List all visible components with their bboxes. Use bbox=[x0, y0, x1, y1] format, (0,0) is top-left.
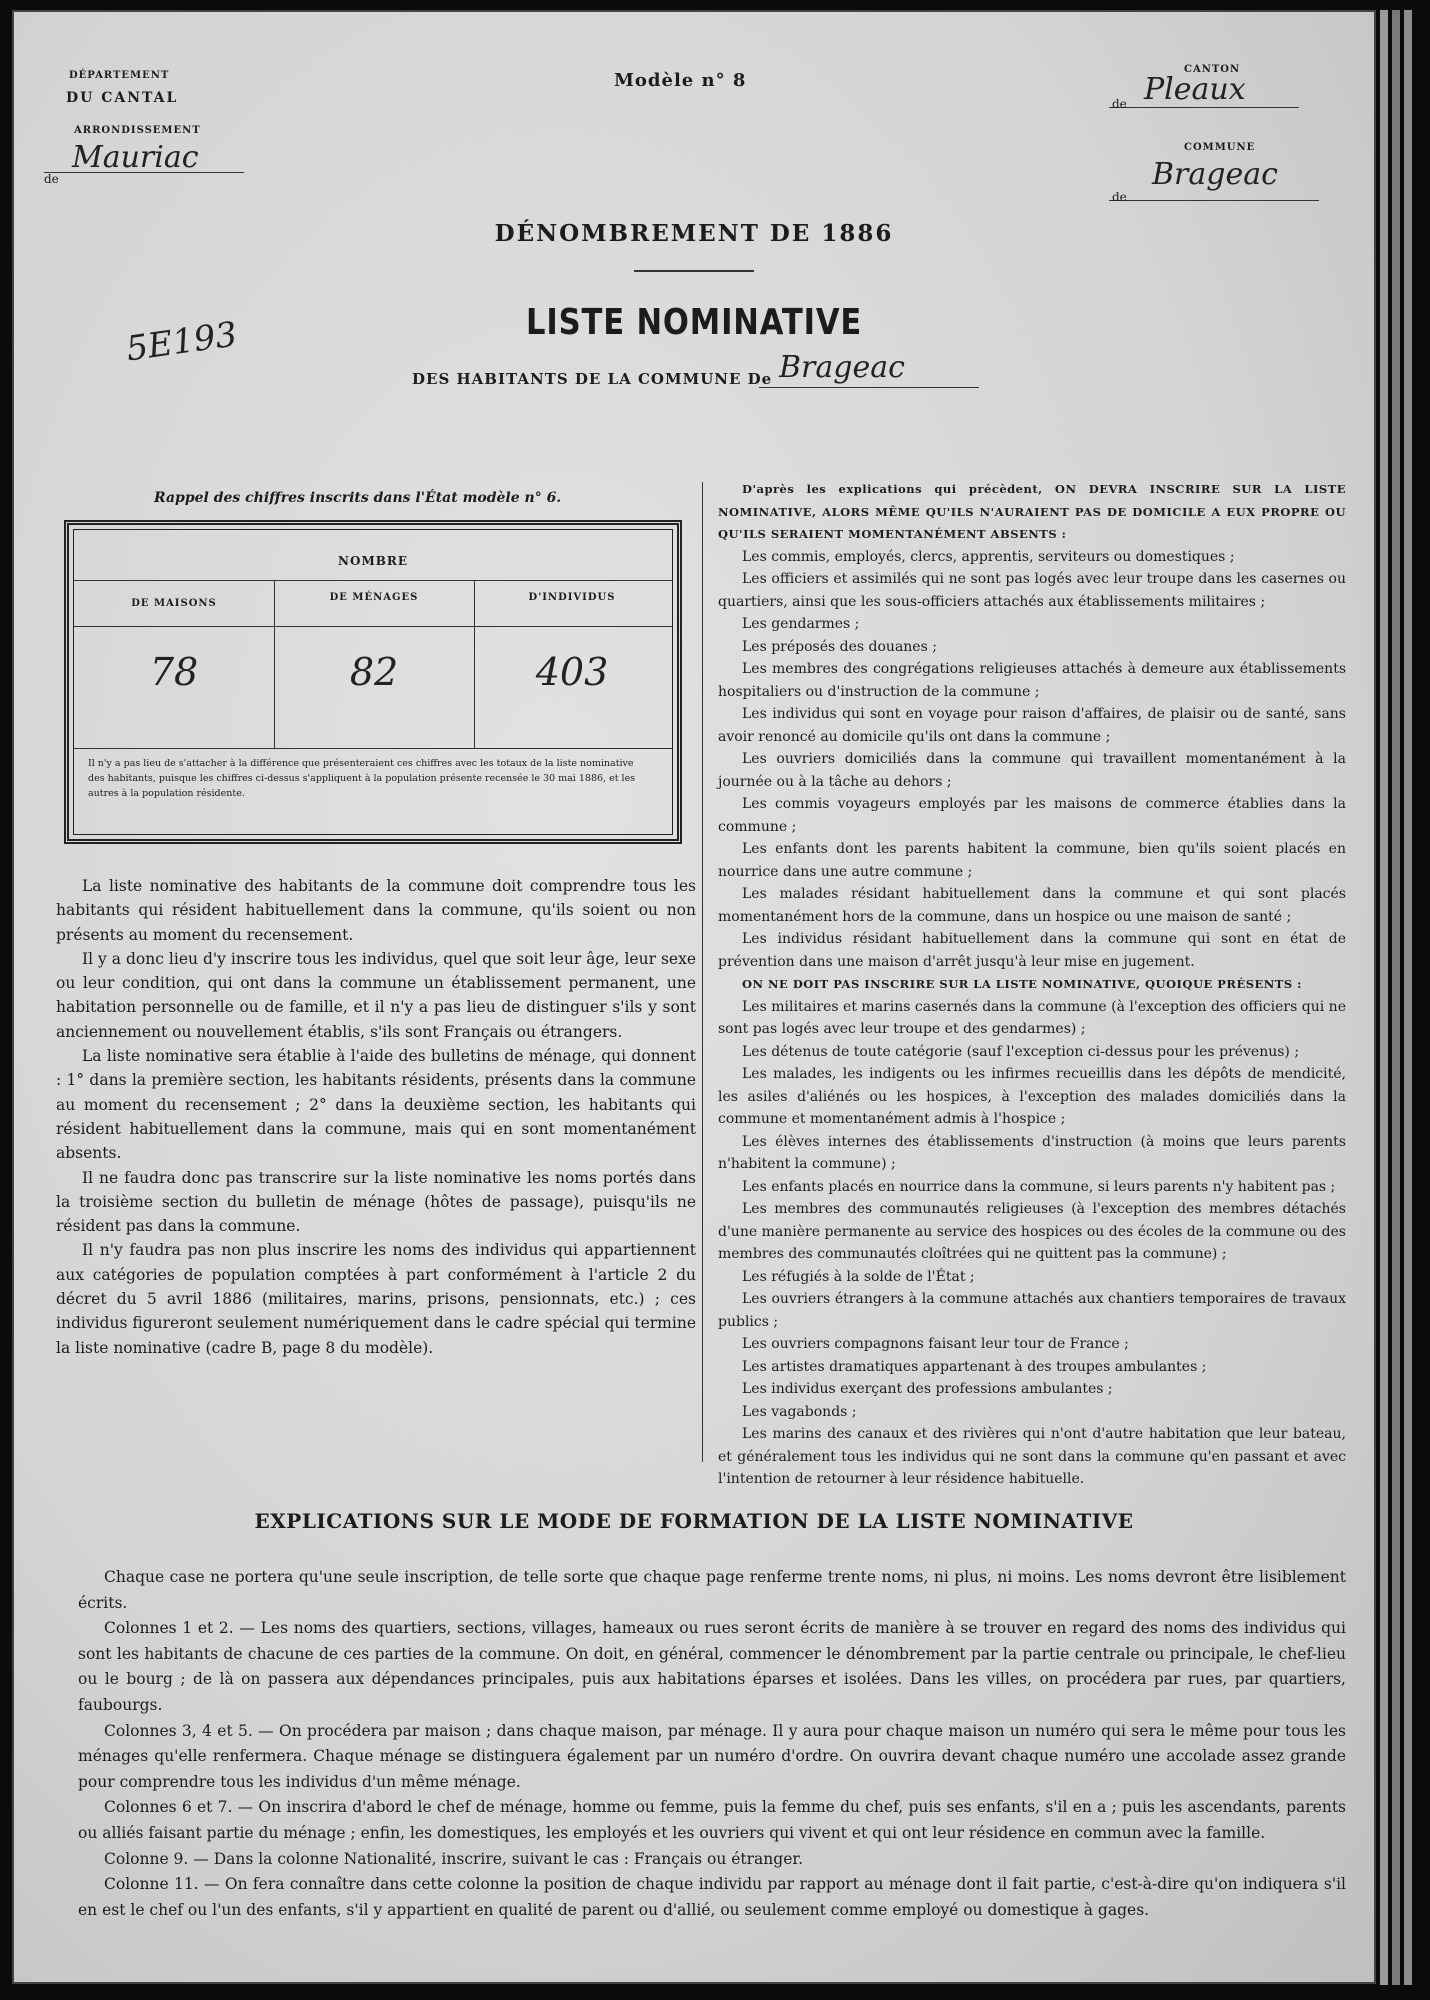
ne-pas-item: Les élèves internes des établissements d'instruction (à moins que leurs parents n'habitent la commune) ; bbox=[718, 1133, 1346, 1172]
canton-prefix: de bbox=[1112, 97, 1127, 111]
inscrire-item: Les gendarmes ; bbox=[742, 616, 860, 632]
explication-paragraph: Colonnes 3, 4 et 5. — On procédera par maison ; dans chaque maison, par ménage. Il y aura pour chaque maison un numéro qui sera le même pour tous les ménages qu'elle renfermera. Chaque ménage se distinguera également par un numéro d'ordre. On ouvrira devant chaque numéro une accolade assez grande pour comprendre tous les individus d'un même ménage. bbox=[78, 1721, 1346, 1791]
right-intro bbox=[718, 478, 1346, 546]
page-edge bbox=[1392, 10, 1400, 1985]
archive-reference: 5E193 bbox=[123, 314, 240, 370]
canton-handwritten: Pleaux bbox=[1144, 72, 1246, 107]
left-paragraph: Il n'y faudra pas non plus inscrire les noms des individus qui appartiennent aux catégories de population comptées à part conformément à l'article 2 du décret du 5 avril 1886 (militaires, marins, prisons, pensionnats, etc.) ; ces individus figureront seulement numériquement dans le cadre spécial qui termine la liste nominative (cadre B, page 8 du modèle). bbox=[56, 1241, 696, 1357]
inscrire-item: Les ouvriers domiciliés dans la commune qui travaillent momentanément à la journée ou à la tâche au dehors ; bbox=[718, 751, 1346, 790]
liste-nominative-title: LISTE NOMINATIVE bbox=[526, 302, 863, 343]
left-paragraph: La liste nominative sera établie à l'aide des bulletins de ménage, qui donnent : 1° dans la première section, les habitants résidents, présents dans la commune au moment du recensement ; 2° dans la deuxième section, les habitants qui résident habituellement dans la commune, mais qui en sont momentanément absents. bbox=[56, 1047, 696, 1163]
explications-title: EXPLICATIONS SUR LE MODE DE FORMATION DE LA LISTE NOMINATIVE bbox=[254, 1509, 1134, 1533]
page-edge bbox=[1380, 10, 1388, 1985]
ne-pas-inscrire-intro bbox=[718, 973, 1346, 996]
rule bbox=[74, 580, 672, 581]
explication-paragraph: Colonnes 6 et 7. — On inscrira d'abord le chef de ménage, homme ou femme, puis la femme du chef, puis ses enfants, s'il en a ; puis les ascendants, parents ou alliés faisant partie du ménage ; enfin, les domestiques, les employés et les ouvriers qui vivent et qui ont leur résidence en commun avec la famille. bbox=[78, 1798, 1346, 1842]
ne-pas-item: Les ouvriers étrangers à la commune attachés aux chantiers temporaires de travaux publics ; bbox=[718, 1291, 1346, 1330]
inscrire-item: Les préposés des douanes ; bbox=[742, 638, 937, 655]
ne-pas-item: Les enfants placés en nourrice dans la commune, si leurs parents n'y habitent pas ; bbox=[742, 1178, 1336, 1195]
maisons-value: 78 bbox=[149, 650, 199, 694]
right-column bbox=[718, 478, 1346, 1491]
inscrire-item: Les enfants dont les parents habitent la commune, bien qu'ils soient placés en nourrice dans une autre commune ; bbox=[718, 841, 1346, 880]
title-ornament bbox=[634, 270, 754, 272]
habitants-line bbox=[759, 387, 979, 388]
rule bbox=[74, 626, 672, 627]
ne-pas-item: Les vagabonds ; bbox=[742, 1403, 857, 1420]
ne-pas-intro-text: ON NE DOIT PAS INSCRIRE SUR LA LISTE NOMINATIVE, QUOIQUE PRÉSENTS : bbox=[742, 977, 1302, 991]
canton-label: CANTON bbox=[1184, 64, 1241, 75]
explication-paragraph: Chaque case ne portera qu'une seule inscription, de telle sorte que chaque page renferme trente noms, ni plus, ni moins. Les noms devront être lisiblement écrits. bbox=[78, 1568, 1346, 1612]
inscrire-item: Les officiers et assimilés qui ne sont pas logés avec leur troupe dans les casernes ou quartiers, ainsi que les sous-officiers attachés aux établissements militaires ; bbox=[718, 571, 1346, 610]
rule bbox=[74, 748, 672, 749]
inscrire-item: Les individus qui sont en voyage pour raison d'affaires, de plaisir ou de santé, sans avoir renoncé au domicile qu'ils ont dans la commune ; bbox=[718, 706, 1346, 745]
maisons-header: DE MAISONS bbox=[131, 598, 217, 609]
individus-value: 403 bbox=[535, 650, 609, 694]
commune-line bbox=[1109, 200, 1319, 201]
left-column bbox=[56, 874, 696, 1360]
ne-pas-item: Les artistes dramatiques appartenant à des troupes ambulantes ; bbox=[742, 1358, 1207, 1375]
habitants-commune-handwritten: Brageac bbox=[779, 350, 905, 385]
individus-header: D'INDIVIDUS bbox=[528, 592, 616, 603]
ne-pas-item: Les réfugiés à la solde de l'État ; bbox=[742, 1268, 975, 1285]
inscrire-item: Les commis, employés, clercs, apprentis, serviteurs ou domestiques ; bbox=[742, 548, 1235, 565]
canton-line bbox=[1109, 107, 1299, 108]
departement-label: DÉPARTEMENT bbox=[69, 70, 170, 81]
left-paragraph: Il ne faudra donc pas transcrire sur la liste nominative les noms portés dans la troisième section du bulletin de ménage (hôtes de passage), puisqu'ils ne résident pas dans la commune. bbox=[56, 1168, 696, 1236]
inscrire-item: Les malades résidant habituellement dans la commune et qui sont placés momentanément hors de la commune, dans un hospice ou une maison de santé ; bbox=[718, 886, 1346, 925]
nombre-header: NOMBRE bbox=[338, 554, 408, 568]
commune-prefix: de bbox=[1112, 190, 1127, 204]
explication-paragraph: Colonne 11. — On fera connaître dans cette colonne la position de chaque individu par rapport au ménage dont il fait partie, c'est-à-dire qu'on indiquera s'il en est le chef ou l'un des enfants, s'il y appartient en qualité de parent ou d'allié, ou seulement comme employé ou domestique à gages. bbox=[78, 1875, 1346, 1919]
explication-paragraph: Colonne 9. — Dans la colonne Nationalité, inscrire, suivant le cas : Français ou étranger. bbox=[104, 1849, 803, 1868]
explication-paragraph: Colonnes 1 et 2. — Les noms des quartiers, sections, villages, hameaux ou rues seront écrits de manière à se trouver en regard des noms des individus qui sont les habitants de chacune de ces parties de la commune. On doit, en général, commencer le dénombrement par la partie centrale ou principale, le chef-lieu ou le bourg ; de là on passera aux dépendances principales, puis aux habitations éparses et isolées. Dans les villes, on procédera par rues, par quartiers, faubourgs. bbox=[78, 1619, 1346, 1714]
arrondissement-handwritten: Mauriac bbox=[72, 140, 199, 175]
left-paragraph: Il y a donc lieu d'y inscrire tous les individus, quel que soit leur âge, leur sexe ou leur condition, qui ont dans la commune un établissement permanent, une habitation personnelle ou de famille, et il n'y a pas lieu de distinguer s'ils y sont anciennement ou nouvellement établis, s'ils sont Français ou étrangers. bbox=[56, 949, 696, 1041]
denombrement-title: DÉNOMBREMENT DE 1886 bbox=[494, 220, 894, 247]
document-page bbox=[14, 12, 1374, 1982]
left-paragraph: La liste nominative des habitants de la commune doit comprendre tous les habitants qui résident habituellement dans la commune, qu'ils soient ou non présents au moment du recensement. bbox=[56, 877, 696, 944]
arrondissement-label: ARRONDISSEMENT bbox=[74, 125, 201, 136]
commune-handwritten: Brageac bbox=[1152, 157, 1278, 192]
arrondissement-prefix: de bbox=[44, 172, 59, 186]
ne-pas-item: Les militaires et marins casernés dans la commune (à l'exception des officiers qui ne sont pas logés avec leur troupe et des gendarmes) ; bbox=[718, 998, 1346, 1037]
ne-pas-item: Les malades, les indigents ou les infirmes recueillis dans les dépôts de mendicité, les asiles d'aliénés ou les hospices, à l'exception des malades domiciliés dans la commune et momentanément admis à l'hospice ; bbox=[718, 1066, 1346, 1127]
page-edge bbox=[1404, 10, 1412, 1985]
rappel-table bbox=[73, 529, 673, 835]
habitants-subtitle: DES HABITANTS DE LA COMMUNE De bbox=[412, 370, 773, 388]
rappel-caption: Rappel des chiffres inscrits dans l'État modèle n° 6. bbox=[154, 490, 562, 506]
commune-label: COMMUNE bbox=[1184, 142, 1256, 153]
inscrire-item: Les individus résidant habituellement dans la commune qui sont en état de prévention dans une maison d'arrêt jusqu'à leur mise en jugement. bbox=[718, 931, 1346, 970]
ne-pas-item: Les ouvriers compagnons faisant leur tour de France ; bbox=[742, 1336, 1129, 1352]
ne-pas-item: Les membres des communautés religieuses (à l'exception des membres détachés d'une manière permanente au service des hospices ou des écoles de la commune ou des membres des communautés cloîtrées qui ne quittent pas la commune) ; bbox=[718, 1201, 1346, 1262]
ne-pas-item: Les détenus de toute catégorie (sauf l'exception ci-dessus pour les prévenus) ; bbox=[742, 1043, 1300, 1060]
modele-number: Modèle n° 8 bbox=[614, 70, 747, 91]
right-intro-text: D'après les explications qui précèdent, ON DEVRA INSCRIRE SUR LA LISTE NOMINATIVE, ALORS MÊME QU'ILS N'AURAIENT PAS DE DOMICILE A EUX PROPRE OU QU'ILS SERAIENT MOMENTANÉMENT ABSENTS : bbox=[718, 482, 1346, 541]
rappel-note: Il n'y a pas lieu de s'attacher à la différence que présenteraient ces chiffres avec les totaux de la liste nominative des habitants, puisque les chiffres ci-dessus s'appliquent à la population présente recensée le 30 mai 1886, et les autres à la population résidente. bbox=[88, 758, 636, 799]
column-divider bbox=[702, 482, 703, 1462]
menages-header: DE MÉNAGES bbox=[329, 592, 419, 603]
ne-pas-item: Les individus exerçant des professions ambulantes ; bbox=[742, 1381, 1113, 1397]
menages-value: 82 bbox=[349, 650, 399, 694]
inscrire-item: Les commis voyageurs employés par les maisons de commerce établies dans la commune ; bbox=[718, 796, 1346, 835]
ne-pas-item: Les marins des canaux et des rivières qui n'ont d'autre habitation que leur bateau, et généralement tous les individus qui ne sont dans la commune qu'en passant et avec l'intention de retourner à leur résidence habituelle. bbox=[718, 1426, 1346, 1487]
departement-name: DU CANTAL bbox=[66, 90, 179, 106]
inscrire-item: Les membres des congrégations religieuses attachés à demeure aux établissements hospitaliers ou d'instruction de la commune ; bbox=[718, 661, 1346, 700]
explications-body bbox=[78, 1565, 1346, 1923]
rappel-box bbox=[64, 520, 682, 844]
